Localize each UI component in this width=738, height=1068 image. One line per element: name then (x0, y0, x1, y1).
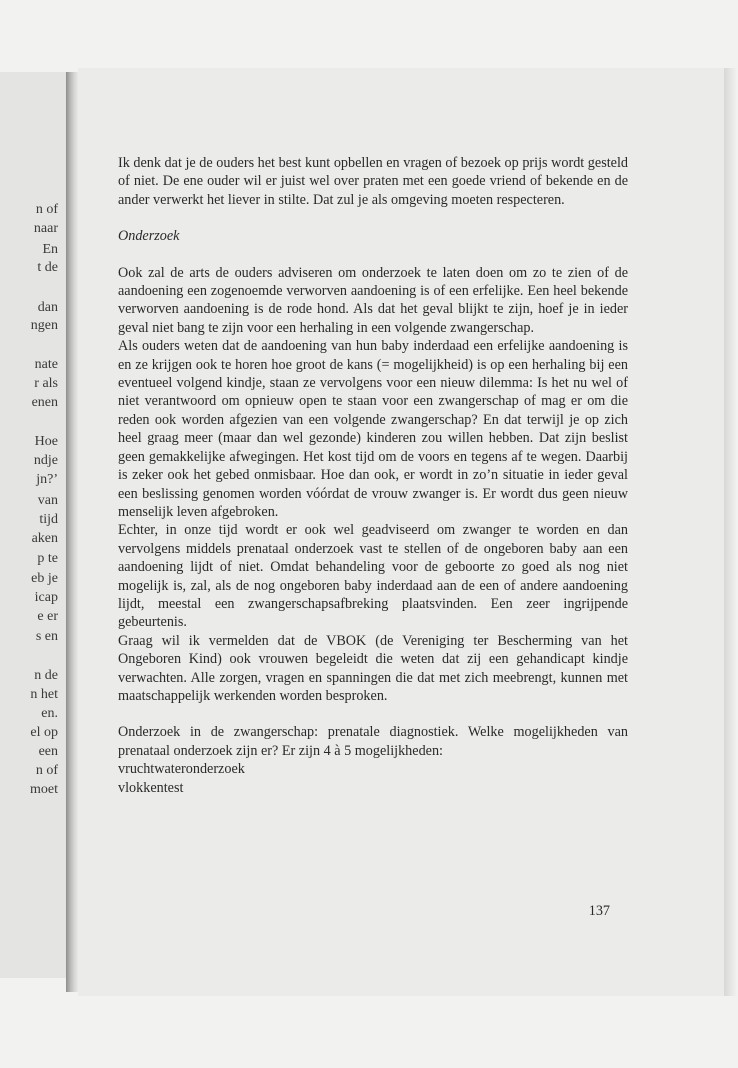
left-page-line: aken (31, 531, 58, 546)
page-number: 137 (588, 903, 610, 919)
left-page-line: ndje (33, 453, 58, 468)
left-page-line: En (42, 242, 58, 257)
spacer (118, 705, 628, 723)
left-page-line: Hoe (34, 434, 58, 449)
page-edge (724, 68, 738, 996)
left-page-line: jn?’ (36, 472, 58, 487)
left-page-line: s en (35, 629, 58, 644)
paragraph-2: Ook zal de arts de ouders adviseren om onderzoek te laten doen om zo te zien of de aandoening een zogenoemde verworven aandoening is of een erfelijke. Een heel bekende verworven aandoening is de rode hond. Als dat het geval blijkt te zijn, hoef je in ieder geval niet bang te zijn voor een herhaling in een volgende zwangerschap. (118, 264, 628, 336)
left-page-line: p te (37, 551, 58, 566)
left-page-line: r als (34, 376, 58, 391)
left-page-line: tijd (39, 512, 58, 527)
list-item: vruchtwateronderzoek (118, 761, 245, 778)
left-page-line: e er (37, 609, 58, 624)
left-page-line: icap (34, 590, 58, 605)
left-page-line: dan (37, 300, 58, 315)
paragraph-5: Graag wil ik vermelden dat de VBOK (de Vereniging ter Bescherming van het Ongeboren Kind) ook vrouwen begeleidt die weten dat zij een gehandicapt kindje verwachten. Alle zorgen, vragen en spanningen die dat met zich meebrengt, kunnen met maatschappelijk werkenden worden besproken. (118, 632, 628, 704)
left-page-line: ngen (30, 318, 58, 333)
left-page-line: naar (33, 221, 58, 236)
left-page-line: n of (35, 202, 58, 217)
left-page (0, 72, 66, 978)
left-page-line: moet (30, 782, 58, 797)
paragraph-6: Onderzoek in de zwangerschap: prenatale diagnostiek. Welke mogelijkheden van prenataal onderzoek zijn er? Er zijn 4 à 5 mogelijkheden: (118, 724, 628, 759)
left-page-line: een (38, 744, 58, 759)
paragraph-3: Als ouders weten dat de aandoening van hun baby inderdaad een erfelijke aandoening is en ze krijgen ook te horen hoe groot de kans (= mogelijkheid) is op een herhaling bij een eventueel volgend kindje, staan ze vervolgens voor een nieuw dilemma: Is het nu wel of niet verantwoord om opnieuw open te staan voor een zwangerschap of mag er om die reden ook worden afgezien van een volgende zwangerschap? En dat terwijl je op zich heel graag meer (maar dan wel gezonde) kinderen zou willen hebben. Dat zijn beslist geen gemakkelijke afwegingen. Het kost tijd om de voors en tegens af te wegen. Daarbij is zeker ook het gebed onmisbaar. Hoe dan ook, er wordt in zo’n situatie in ieder geval een beslissing genomen worden vóórdat de vrouw zwanger is. Er wordt dus geen nieuw menselijk leven afgebroken. (118, 338, 628, 520)
spacer (118, 209, 628, 227)
left-page-line: eb je (31, 571, 58, 586)
book-page (78, 68, 724, 996)
left-page-line: el op (30, 725, 58, 740)
left-page-line: nate (34, 357, 58, 372)
left-page-line: n het (30, 687, 58, 702)
left-page-line: n de (34, 668, 58, 683)
list-item: vlokkentest (118, 779, 184, 796)
section-heading: Onderzoek (118, 228, 180, 245)
page-body (118, 154, 628, 797)
left-page-line: enen (31, 395, 58, 410)
left-page-line: t de (37, 260, 58, 275)
left-page-line: n of (35, 763, 58, 778)
spacer (118, 246, 628, 264)
left-page-line: van (37, 493, 58, 508)
paragraph-4: Echter, in onze tijd wordt er ook wel geadviseerd om zwanger te worden en dan vervolgens middels prenataal onderzoek vast te stellen of de ongeboren baby aan een aandoening lijdt of niet. Omdat behandeling voor de geboorte zo goed als nog niet mogelijk is, zal, als de nog ongeboren baby inderdaad aan de een of andere aandoening lijdt, meestal een zwangerschapsafbreking plaatsvinden. Een zeer ingrijpende gebeurtenis. (118, 522, 628, 631)
left-page-line: en. (41, 706, 58, 721)
paragraph-1: Ik denk dat je de ouders het best kunt opbellen en vragen of bezoek op prijs wordt gesteld of niet. De ene ouder wil er juist wel over praten met een goede vriend of bekende en de ander verwerkt het liever in stilte. Dat zul je als omgeving moeten respecteren. (118, 155, 628, 208)
book-gutter (66, 72, 78, 992)
